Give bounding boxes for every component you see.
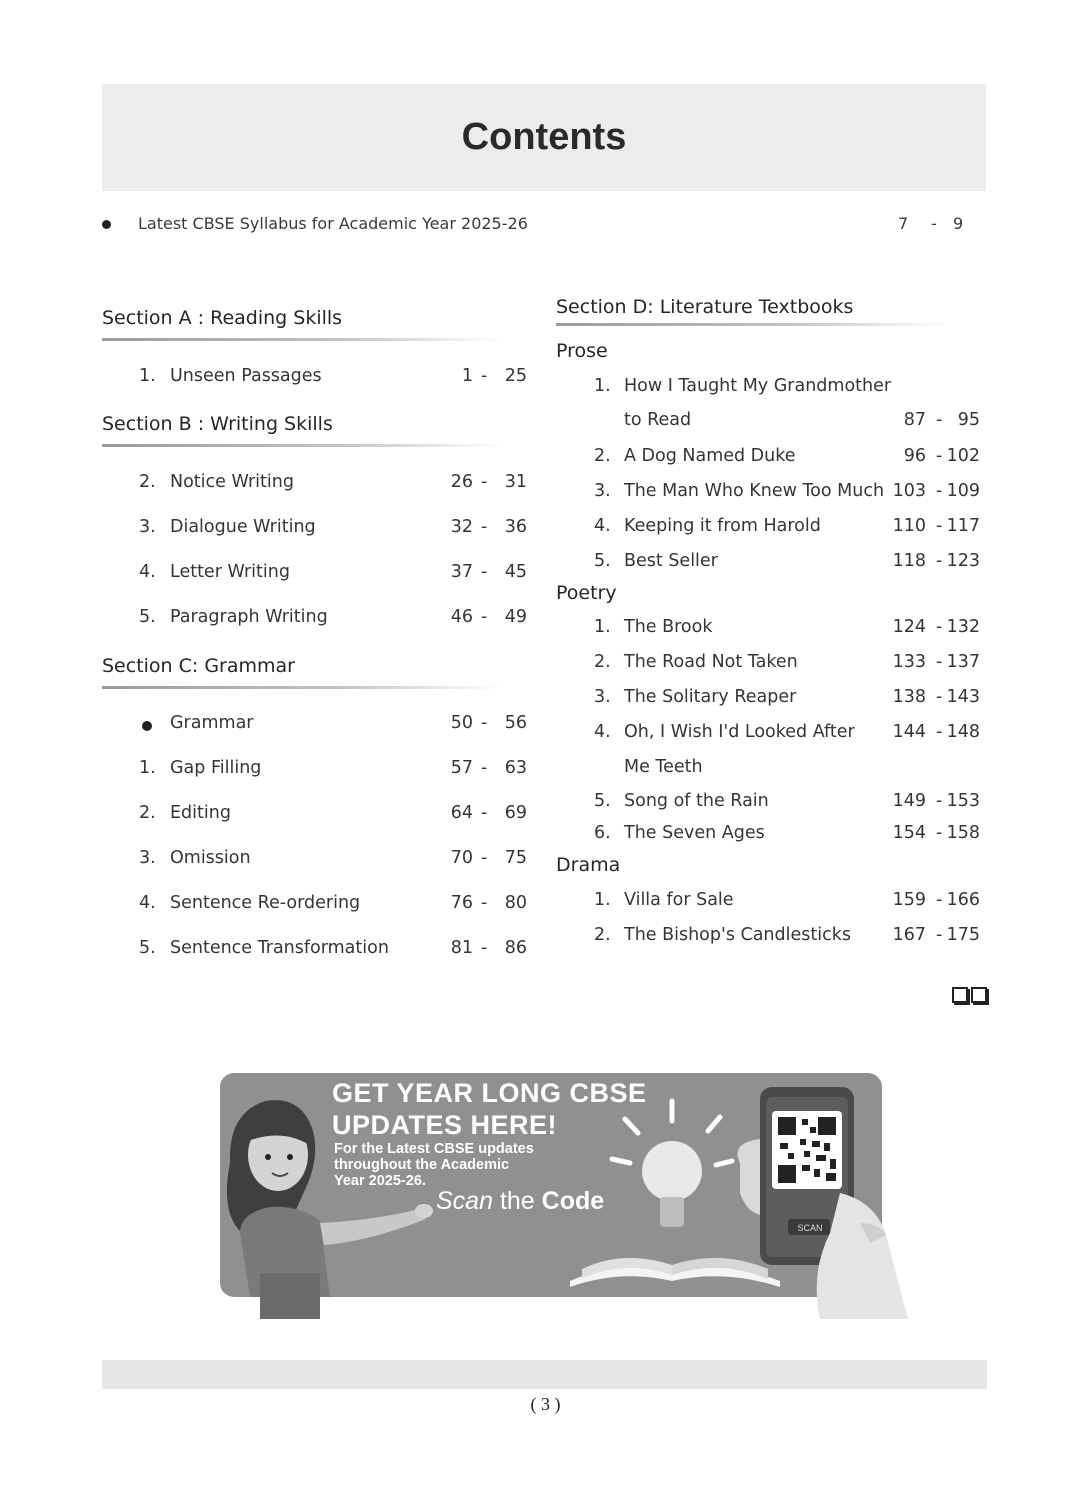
banner-headline-line-2: UPDATES HERE!	[332, 1110, 558, 1140]
cbse-updates-banner[interactable]	[220, 1073, 908, 1319]
entry-page-to: 102	[946, 446, 980, 466]
phone-scan-button[interactable]: SCAN	[797, 1223, 823, 1233]
entry-page-dash: -	[481, 366, 488, 386]
entry-page-dash: -	[481, 758, 488, 778]
section-d-rule	[556, 323, 948, 326]
entry-title-continued: Me Teeth	[624, 757, 703, 777]
entry-page-to: 158	[946, 823, 980, 843]
entry-number: 5.	[594, 551, 611, 571]
entry-page-from: 144	[892, 722, 926, 742]
entry-number: 1.	[139, 366, 156, 386]
toc-entry[interactable]	[139, 607, 529, 633]
entry-page-to: 143	[946, 687, 980, 707]
toc-entry[interactable]	[594, 791, 984, 817]
toc-entry[interactable]	[594, 481, 984, 507]
entry-page-to: 31	[504, 472, 527, 492]
entry-title: The Bishop's Candlesticks	[624, 925, 851, 945]
entry-title: Keeping it from Harold	[624, 516, 821, 536]
entry-page-dash: -	[481, 848, 488, 868]
entry-page-to: 153	[946, 791, 980, 811]
entry-page-from: 70	[450, 848, 473, 868]
entry-page-to: 166	[946, 890, 980, 910]
entry-title: The Brook	[624, 617, 713, 637]
entry-page-dash: -	[481, 517, 488, 537]
syllabus-page-to: 9	[953, 214, 964, 233]
bullet-icon	[142, 721, 152, 731]
entry-title: The Seven Ages	[624, 823, 765, 843]
entry-number: 2.	[594, 925, 611, 945]
toc-entry[interactable]	[139, 758, 529, 784]
entry-number: 3.	[139, 517, 156, 537]
page-title: Contents	[461, 116, 627, 158]
toc-entry[interactable]	[594, 376, 984, 436]
entry-title: Best Seller	[624, 551, 718, 571]
entry-page-to: 25	[504, 366, 527, 386]
toc-entry[interactable]	[594, 551, 984, 577]
section-c-rule	[102, 686, 502, 689]
entry-number: 3.	[139, 848, 156, 868]
entry-page-from: 167	[892, 925, 926, 945]
section-b-title: Section B : Writing Skills	[102, 413, 333, 435]
entry-page-to: 75	[504, 848, 527, 868]
drama-title: Drama	[556, 854, 621, 876]
entry-page-to: 95	[957, 410, 980, 430]
bullet-icon	[102, 220, 111, 229]
entry-page-from: 124	[892, 617, 926, 637]
page-number: ( 3 )	[530, 1394, 561, 1414]
entry-page-dash: -	[936, 551, 943, 571]
entry-page-from: 96	[903, 446, 926, 466]
entry-page-from: 110	[892, 516, 926, 536]
section-b-rule	[102, 444, 502, 447]
entry-page-dash: -	[936, 722, 943, 742]
toc-entry[interactable]	[594, 823, 984, 849]
entry-title: Editing	[170, 803, 231, 823]
entry-title: The Road Not Taken	[624, 652, 798, 672]
entry-number: 4.	[594, 722, 611, 742]
scan-the-code-label	[436, 1187, 604, 1216]
banner-subtext-line-1: For the Latest CBSE updates	[334, 1141, 534, 1157]
entry-title: Dialogue Writing	[170, 517, 316, 537]
entry-page-to: 56	[504, 713, 527, 733]
syllabus-page-dash: -	[931, 214, 937, 233]
entry-page-to: 148	[946, 722, 980, 742]
banner-subtext-line-2: throughout the Academic	[334, 1157, 510, 1173]
toc-entry[interactable]	[139, 713, 529, 739]
the-word: the	[499, 1187, 535, 1215]
entry-page-to: 109	[946, 481, 980, 501]
entry-page-from: 138	[892, 687, 926, 707]
entry-page-to: 45	[504, 562, 527, 582]
entry-title: A Dog Named Duke	[624, 446, 796, 466]
entry-page-to: 49	[504, 607, 527, 627]
entry-page-dash: -	[481, 607, 488, 627]
entry-title: Gap Filling	[170, 758, 262, 778]
entry-page-to: 137	[946, 652, 980, 672]
entry-page-dash: -	[481, 938, 488, 958]
entry-page-to: 69	[504, 803, 527, 823]
entry-page-dash: -	[936, 617, 943, 637]
banner-headline-line-1: GET YEAR LONG CBSE	[332, 1078, 647, 1108]
end-of-contents-boxes-icon	[952, 987, 988, 1003]
entry-page-from: 26	[450, 472, 473, 492]
entry-number: 3.	[594, 687, 611, 707]
section-a-title: Section A : Reading Skills	[102, 307, 343, 329]
entry-number: 5.	[139, 938, 156, 958]
entry-page-to: 175	[946, 925, 980, 945]
entry-page-dash: -	[936, 687, 943, 707]
entry-page-to: 80	[504, 893, 527, 913]
entry-number: 2.	[139, 472, 156, 492]
footer-band	[102, 1360, 987, 1389]
entry-number: 1.	[594, 376, 611, 396]
toc-entry[interactable]	[139, 938, 529, 964]
entry-number: 1.	[139, 758, 156, 778]
code-word: Code	[541, 1187, 605, 1215]
entry-page-from: 81	[450, 938, 473, 958]
section-d-title: Section D: Literature Textbooks	[556, 296, 854, 318]
entry-page-from: 118	[892, 551, 926, 571]
toc-entry[interactable]	[594, 446, 984, 472]
entry-page-from: 57	[450, 758, 473, 778]
entry-page-from: 159	[892, 890, 926, 910]
entry-number: 5.	[594, 791, 611, 811]
entry-page-to: 86	[504, 938, 527, 958]
entry-page-dash: -	[936, 890, 943, 910]
entry-number: 1.	[594, 890, 611, 910]
entry-title: The Man Who Knew Too Much	[624, 481, 885, 501]
toc-entry[interactable]	[139, 803, 529, 829]
entry-title: Omission	[170, 848, 251, 868]
entry-page-from: 103	[892, 481, 926, 501]
entry-title: Oh, I Wish I'd Looked After	[624, 722, 855, 742]
toc-entry[interactable]	[139, 366, 529, 392]
section-a-rule	[102, 338, 502, 341]
entry-page-from: 50	[450, 713, 473, 733]
entry-title: Paragraph Writing	[170, 607, 328, 627]
toc-entry[interactable]	[594, 652, 984, 678]
entry-page-dash: -	[936, 516, 943, 536]
entry-number: 4.	[594, 516, 611, 536]
prose-title: Prose	[556, 340, 608, 362]
toc-entry[interactable]	[139, 848, 529, 874]
toc-entry[interactable]	[594, 516, 984, 542]
entry-page-to: 63	[504, 758, 527, 778]
entry-page-from: 87	[903, 410, 926, 430]
entry-title: Letter Writing	[170, 562, 290, 582]
entry-number: 4.	[139, 562, 156, 582]
toc-entry[interactable]	[594, 617, 984, 643]
entry-page-dash: -	[936, 791, 943, 811]
entry-title-continued: to Read	[624, 410, 692, 430]
banner-subtext-line-3: Year 2025-26.	[334, 1173, 426, 1189]
syllabus-page-from: 7	[898, 214, 909, 233]
entry-page-from: 46	[450, 607, 473, 627]
entry-page-from: 133	[892, 652, 926, 672]
toc-entry[interactable]	[594, 687, 984, 713]
entry-page-from: 149	[892, 791, 926, 811]
entry-page-from: 1	[461, 366, 473, 386]
entry-page-from: 32	[450, 517, 473, 537]
entry-page-dash: -	[481, 803, 488, 823]
toc-entry[interactable]	[594, 722, 984, 782]
syllabus-entry[interactable]	[102, 213, 968, 237]
entry-page-to: 36	[504, 517, 527, 537]
banner-subtext	[334, 1141, 574, 1189]
entry-page-from: 37	[450, 562, 473, 582]
entry-title: Sentence Transformation	[170, 938, 389, 958]
entry-number: 6.	[594, 823, 611, 843]
poetry-title: Poetry	[556, 582, 617, 604]
entry-title: Grammar	[170, 713, 254, 733]
entry-title: How I Taught My Grandmother	[624, 376, 892, 396]
toc-entry[interactable]	[594, 890, 984, 916]
entry-number: 5.	[139, 607, 156, 627]
entry-title: Notice Writing	[170, 472, 294, 492]
entry-page-dash: -	[936, 446, 943, 466]
entry-page-dash: -	[481, 472, 488, 492]
entry-page-dash: -	[936, 823, 943, 843]
entry-title: Sentence Re-ordering	[170, 893, 361, 913]
entry-number: 2.	[139, 803, 156, 823]
title-band	[102, 84, 986, 191]
entry-page-from: 64	[450, 803, 473, 823]
toc-entry[interactable]	[139, 562, 529, 588]
entry-page-from: 76	[450, 893, 473, 913]
entry-page-dash: -	[481, 893, 488, 913]
entry-page-from: 154	[892, 823, 926, 843]
entry-title: Unseen Passages	[170, 366, 322, 386]
section-c-title: Section C: Grammar	[102, 655, 295, 677]
entry-page-dash: -	[936, 410, 943, 430]
entry-page-dash: -	[481, 713, 488, 733]
entry-page-to: 117	[946, 516, 980, 536]
entry-title: The Solitary Reaper	[624, 687, 797, 707]
entry-page-dash: -	[936, 652, 943, 672]
scan-word: Scan	[436, 1187, 493, 1215]
entry-number: 1.	[594, 617, 611, 637]
entry-page-dash: -	[481, 562, 488, 582]
entry-page-dash: -	[936, 481, 943, 501]
entry-title: Song of the Rain	[624, 791, 769, 811]
syllabus-label: Latest CBSE Syllabus for Academic Year 2025-26	[138, 214, 528, 233]
toc-entry[interactable]	[139, 893, 529, 919]
entry-number: 3.	[594, 481, 611, 501]
entry-title: Villa for Sale	[624, 890, 734, 910]
toc-entry[interactable]	[139, 517, 529, 543]
toc-entry[interactable]	[594, 925, 984, 951]
entry-number: 2.	[594, 446, 611, 466]
entry-page-to: 132	[946, 617, 980, 637]
entry-number: 2.	[594, 652, 611, 672]
toc-entry[interactable]	[139, 472, 529, 498]
entry-page-dash: -	[936, 925, 943, 945]
entry-page-to: 123	[946, 551, 980, 571]
entry-number: 4.	[139, 893, 156, 913]
